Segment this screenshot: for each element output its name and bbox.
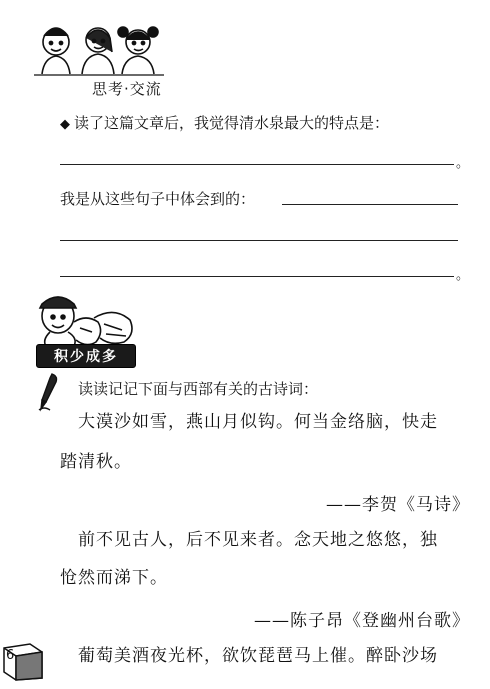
question-1 — [60, 112, 389, 133]
instruction-text: 读读记记下面与西部有关的古诗词： — [78, 380, 319, 398]
answer-line-2[interactable] — [282, 204, 458, 205]
answer-line-1[interactable] — [60, 164, 454, 165]
section-title: 思考·交流 — [92, 80, 162, 98]
diamond-bullet-icon: ◆ — [60, 117, 70, 132]
page-number: 6 — [6, 648, 15, 663]
pen-icon — [36, 372, 62, 412]
poem-3-line-1: 葡萄美酒夜光杯，欲饮琵琶马上催。醉卧沙场 — [78, 646, 438, 666]
poem-1-line-1: 大漠沙如雪，燕山月似钩。何当金络脑，快走 — [78, 412, 438, 432]
answer-line-1-period: 。 — [456, 156, 470, 171]
section-badge: 积少成多 — [36, 344, 136, 368]
answer-line-3[interactable] — [60, 240, 458, 241]
question-1-text: 读了这篇文章后，我觉得清水泉最大的特点是： — [74, 114, 390, 132]
poem-2-citation: ——陈子昂《登幽州台歌》 — [254, 611, 470, 631]
poem-1-citation: ——李贺《马诗》 — [326, 495, 470, 515]
answer-line-4[interactable] — [60, 276, 454, 277]
poem-2-line-1: 前不见古人，后不见来者。念天地之悠悠，独 — [78, 530, 438, 550]
answer-line-4-period: 。 — [456, 268, 470, 283]
poem-2-line-2: 怆然而涕下。 — [60, 568, 168, 588]
question-2-text: 我是从这些句子中体会到的： — [60, 190, 256, 208]
poem-1-line-2: 踏清秋。 — [60, 452, 132, 472]
kids-illustration — [34, 18, 164, 76]
